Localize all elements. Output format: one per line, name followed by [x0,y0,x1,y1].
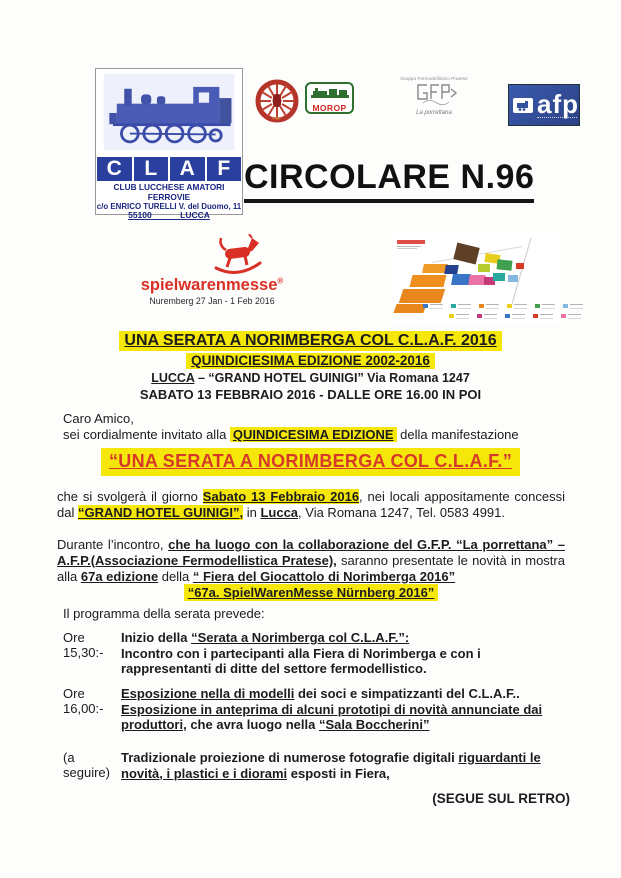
event-datetime [0,388,621,402]
map-legend-row [449,314,581,319]
fair-name-row [57,585,565,601]
text-segment: in [243,505,261,520]
schedule-content [121,750,573,781]
event-name: “Serata a Norimberga col C.L.A.F.”: [191,630,410,645]
text-segment: sei cordialmente invitato alla [63,427,230,442]
map-hall [516,263,524,269]
event-time: - DALLE ORE 16.00 IN POI [315,387,482,403]
event-edition: QUINDICIESIMA EDIZIONE 2002-2016 [186,353,435,370]
steam-locomotive-icon [100,71,238,155]
claf-letter-blocks [96,157,242,181]
paragraph-venue [57,489,565,521]
schedule-item [63,686,573,733]
text-segment: riguardanti le novità, i plastici e i diorami [121,750,541,781]
spielwarenmesse-logo [128,234,296,306]
room-name: “Sala Boccherini” [318,717,430,732]
club-city: LUCCA [180,210,210,221]
continues-on-back-note: (SEGUE SUL RETRO) [432,791,570,806]
map-legend-item [563,304,583,309]
text-segment: Incontro con i partecipanti alla Fiera di Norimberga e con i rappresentanti di ditte del settore fermodellistico. [121,645,481,676]
map-hall [453,242,479,264]
map-logo-line [397,246,421,247]
highlighted-edition: QUINDICESIMA EDIZIONE [230,427,397,442]
separator: – [194,371,209,386]
claf-letter: A [170,157,205,181]
text-segment: che avra luogo nella [186,717,319,732]
schedule-time: (a seguire) [63,750,110,780]
schedule-item [63,630,573,677]
claf-letter: L [134,157,169,181]
fair-name-de: “67a. SpielWarenMesse Nürnberg 2016” [184,584,439,601]
event-date: SABATO 13 FEBBRAIO 2016 [139,387,316,403]
afp-subtext-line [537,117,577,118]
club-zip-city [96,211,242,221]
gfp-monogram-icon [411,81,457,107]
fimf-label: FIMF [272,115,282,121]
fairground-map [393,232,559,324]
text-segment: esposti in Fiera, [287,765,390,781]
map-hall [399,289,446,303]
event-location [0,372,621,386]
gfp-logo [398,76,470,134]
page-title: CIRCOLARE N.96 [244,158,534,203]
city-name: Lucca [260,505,299,520]
collaboration-text: che ha luogo con la collaborazione del G.F.P. “La porrettana” – A.F.P.(Associazione Fermodellistica Pratese), [57,537,565,568]
gfp-subtitle: La porrettana [416,110,452,116]
claf-letter: C [97,157,132,181]
programme-heading: Il programma della serata prevede: [63,606,265,621]
afp-loco-icon [513,98,533,113]
map-hall [393,304,426,313]
claf-letter: F [207,157,242,181]
map-hall [444,265,459,274]
map-legend-item [507,304,527,309]
rocking-horse-icon [214,234,262,276]
text-segment: Esposizione in anteprima di alcuni prototipi di novità annunciate dai produttori, [121,701,543,732]
club-name: CLUB LUCCHESE AMATORI FERROVIE [113,182,225,202]
map-legend-item [423,304,443,309]
map-hall [478,264,490,272]
highlighted-date: Sabato 13 Febbraio 2016 [202,489,360,504]
map-legend-item [451,304,471,309]
fimf-wheel-icon [253,77,301,125]
schedule-item [63,750,573,781]
text-segment: della [158,568,193,584]
map-legend-item [533,314,553,319]
afp-label: afp [537,89,579,120]
registered-mark: ® [277,276,284,286]
event-title: UNA SERATA A NORIMBERGA COL C.L.A.F. 2016 [119,331,501,351]
map-logo-mark [397,240,425,244]
fair-name-it: “ Fiera del Giocattolo di Norimberga 2016” [192,568,456,584]
invitation-line [63,427,519,443]
map-legend-row [423,304,583,309]
map-legend-item [479,304,499,309]
schedule-time: Ore 15,30:- [63,630,104,660]
club-zip: 55100 [128,210,152,221]
claf-logo [95,68,243,221]
text-segment: Durante l’incontro, [57,537,169,552]
green-train-icon [311,88,349,99]
text-segment: Inizio della [121,630,192,645]
schedule-time: Ore 16,00:- [63,686,104,716]
paragraph-collaboration [57,537,565,601]
event-city: LUCCA [151,371,195,386]
event-main-title: “UNA SERATA A NORIMBERGA COL C.L.A.F.” [101,448,520,476]
intro-paragraph [63,411,519,443]
text-segment: Tradizionale proiezione di numerose fotografie digitali [121,750,459,765]
red-title-row [0,448,621,476]
text-segment: dei soci e simpatizzanti del C.L.A.F.. [294,686,520,701]
gfp-group-name: Gruppo Fermodellistico Pratese [400,76,468,81]
salutation: Caro Amico, [63,411,134,426]
claf-club-info [96,181,242,221]
brand-text: spielwarenmesse [140,276,278,294]
edition-number: 67a edizione [80,568,159,584]
schedule-content [121,686,573,733]
spielwarenmesse-brand [128,277,296,294]
text-segment: della manifestazione [396,427,519,442]
locomotive-image [96,69,242,157]
map-hall [497,259,513,271]
map-legend-item [505,314,525,319]
text-segment: che si svolgerà il giorno [57,489,203,504]
schedule-content [121,630,573,677]
small-locomotive-icon [516,100,530,111]
map-legend-item [477,314,497,319]
wheel-icon [253,77,301,125]
map-logo-line [397,248,417,249]
fair-dates: Nuremberg 27 Jan - 1 Feb 2016 [149,295,275,306]
text-segment: , Via Romana 1247, Tel. 0583 4991. [298,505,505,520]
map-hall [508,275,518,282]
afp-logo [508,84,580,126]
event-venue: “GRAND HOTEL GUINIGI” Via Romana 1247 [208,371,470,386]
text-segment: saranno presentate le novità in mostra alla [57,552,565,584]
event-announcement [0,331,621,402]
text-segment: Esposizione nella di modelli [121,686,295,701]
map-hall [493,273,505,281]
map-legend-item [535,304,555,309]
map-legend-item [561,314,581,319]
map-hall [410,275,447,287]
map-legend-item [449,314,469,319]
club-address: c/o ENRICO TURELLI V. del Duomo, 11 [96,202,242,212]
text-segment: , nei locali appositamente concessi dal [57,489,565,520]
morop-label: MOROP [312,103,347,113]
highlighted-hotel: “GRAND HOTEL GUINIGI”, [77,505,244,520]
morop-logo [305,82,354,114]
